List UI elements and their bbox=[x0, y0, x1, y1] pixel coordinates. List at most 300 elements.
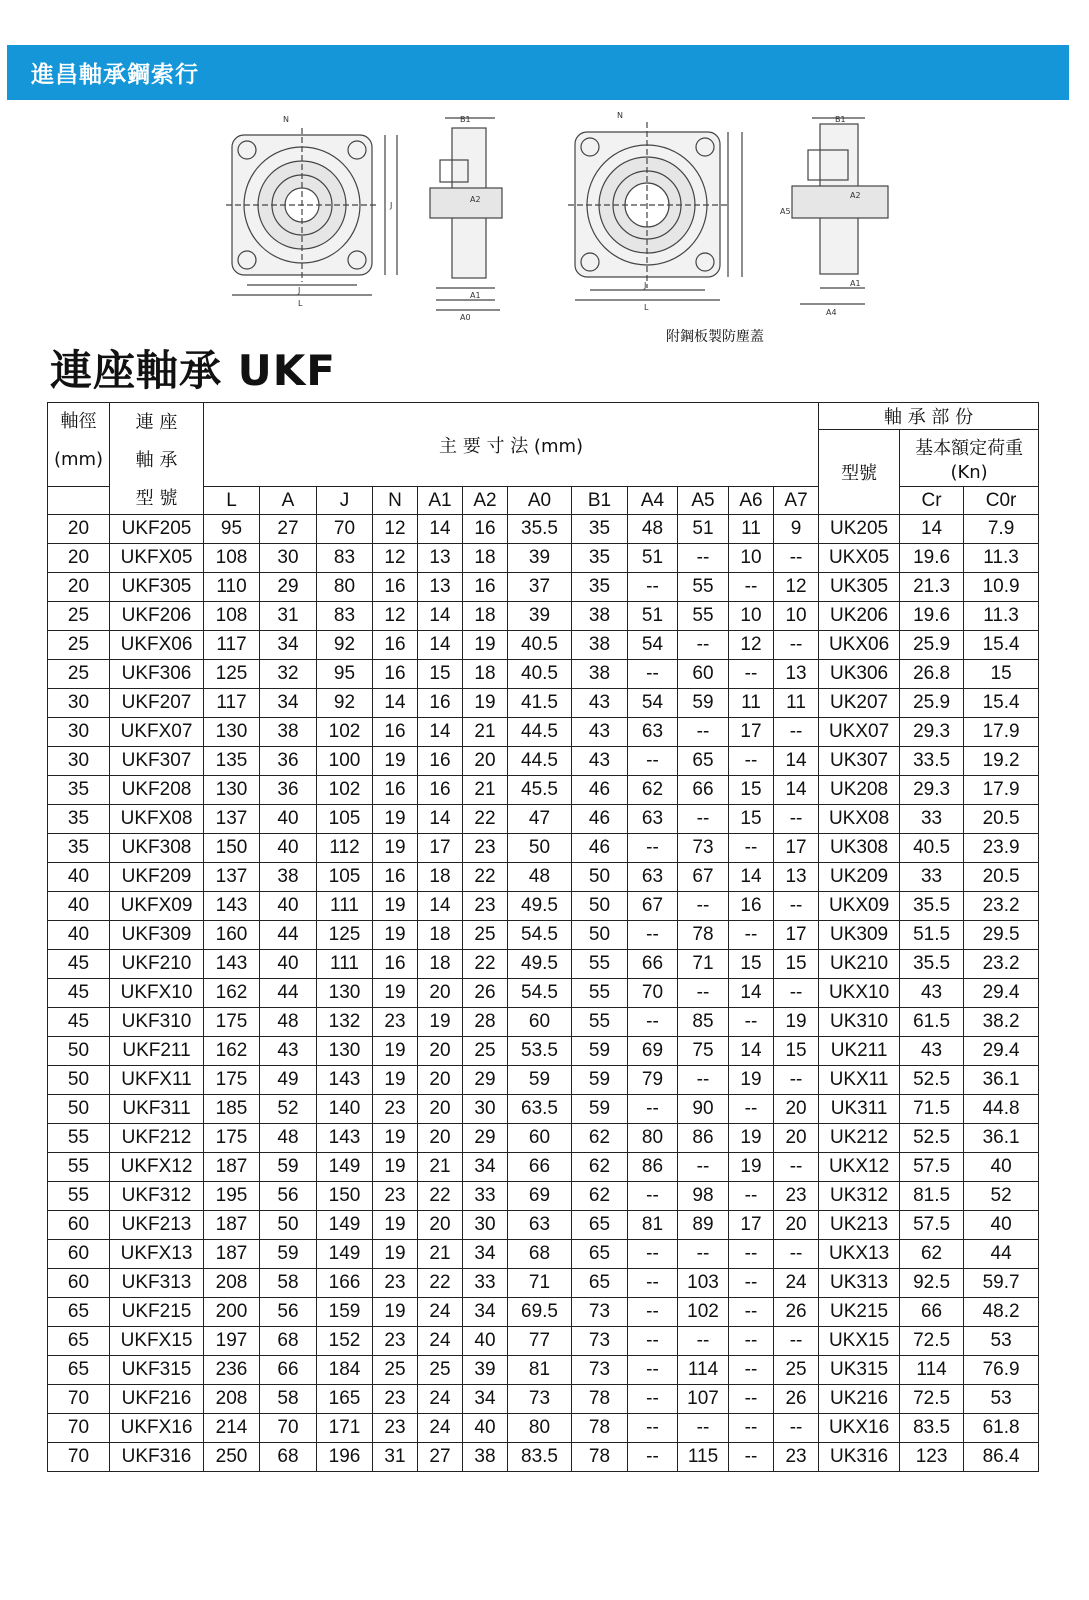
table-cell: -- bbox=[628, 1008, 678, 1037]
col-a5: A5 bbox=[678, 487, 729, 515]
table-cell: 48 bbox=[508, 863, 572, 892]
table-cell: UKX11 bbox=[819, 1066, 900, 1095]
table-cell: 26.8 bbox=[900, 660, 964, 689]
table-cell: 143 bbox=[317, 1124, 373, 1153]
table-cell: 236 bbox=[204, 1356, 260, 1385]
table-cell: 48.2 bbox=[964, 1298, 1039, 1327]
table-cell: 63 bbox=[508, 1211, 572, 1240]
table-cell: 69.5 bbox=[508, 1298, 572, 1327]
table-cell: 10 bbox=[774, 602, 819, 631]
table-cell: UK212 bbox=[819, 1124, 900, 1153]
table-cell: 25 bbox=[463, 1037, 508, 1066]
table-cell: 22 bbox=[418, 1269, 463, 1298]
table-cell: 65 bbox=[678, 747, 729, 776]
table-cell: UKF308 bbox=[110, 834, 204, 863]
table-cell: 34 bbox=[260, 631, 317, 660]
table-cell: 117 bbox=[204, 631, 260, 660]
table-cell: 23 bbox=[774, 1443, 819, 1472]
table-cell: 73 bbox=[508, 1385, 572, 1414]
table-row bbox=[48, 1124, 1039, 1153]
table-cell: -- bbox=[774, 718, 819, 747]
table-cell: 36.1 bbox=[964, 1124, 1039, 1153]
table-cell: 20 bbox=[48, 515, 110, 544]
table-cell: UK205 bbox=[819, 515, 900, 544]
table-cell: -- bbox=[729, 660, 774, 689]
header-banner bbox=[7, 45, 1069, 100]
table-cell: 14 bbox=[373, 689, 418, 718]
table-cell: -- bbox=[774, 892, 819, 921]
table-cell: 27 bbox=[418, 1443, 463, 1472]
table-cell: 80 bbox=[628, 1124, 678, 1153]
table-cell: 49 bbox=[260, 1066, 317, 1095]
table-cell: 214 bbox=[204, 1414, 260, 1443]
table-cell: 73 bbox=[572, 1356, 628, 1385]
table-cell: 55 bbox=[48, 1182, 110, 1211]
table-cell: 12 bbox=[373, 544, 418, 573]
table-cell: UKF305 bbox=[110, 573, 204, 602]
table-cell: 62 bbox=[572, 1124, 628, 1153]
table-cell: 12 bbox=[774, 573, 819, 602]
table-cell: 30 bbox=[48, 689, 110, 718]
table-cell: 50 bbox=[260, 1211, 317, 1240]
table-cell: 15 bbox=[418, 660, 463, 689]
table-cell: UKF206 bbox=[110, 602, 204, 631]
table-cell: 114 bbox=[678, 1356, 729, 1385]
table-cell: 66 bbox=[900, 1298, 964, 1327]
table-cell: 73 bbox=[572, 1327, 628, 1356]
table-cell: 23 bbox=[463, 834, 508, 863]
table-cell: -- bbox=[729, 921, 774, 950]
table-row bbox=[48, 1356, 1039, 1385]
table-cell: 19 bbox=[373, 892, 418, 921]
table-cell: 43 bbox=[572, 689, 628, 718]
table-cell: 175 bbox=[204, 1124, 260, 1153]
table-cell: 40 bbox=[260, 834, 317, 863]
table-cell: 54.5 bbox=[508, 921, 572, 950]
table-cell: 160 bbox=[204, 921, 260, 950]
table-cell: 48 bbox=[628, 515, 678, 544]
table-cell: 50 bbox=[572, 921, 628, 950]
table-cell: 36 bbox=[260, 776, 317, 805]
table-cell: 19 bbox=[373, 1124, 418, 1153]
table-cell: 59.7 bbox=[964, 1269, 1039, 1298]
table-cell: -- bbox=[774, 544, 819, 573]
page-title: 連座軸承 UKF bbox=[50, 346, 336, 395]
table-row bbox=[48, 979, 1039, 1008]
table-cell: 22 bbox=[463, 863, 508, 892]
table-cell: 38 bbox=[572, 660, 628, 689]
table-cell: 112 bbox=[317, 834, 373, 863]
table-cell: 21 bbox=[418, 1153, 463, 1182]
table-cell: 52.5 bbox=[900, 1066, 964, 1095]
table-cell: 70 bbox=[317, 515, 373, 544]
table-row bbox=[48, 805, 1039, 834]
table-cell: UKFX08 bbox=[110, 805, 204, 834]
table-cell: 39 bbox=[463, 1356, 508, 1385]
table-cell: 15.4 bbox=[964, 689, 1039, 718]
table-cell: 23 bbox=[373, 1414, 418, 1443]
table-cell: 35 bbox=[572, 544, 628, 573]
table-cell: 36.1 bbox=[964, 1066, 1039, 1095]
table-cell: 111 bbox=[317, 950, 373, 979]
table-cell: 20 bbox=[774, 1095, 819, 1124]
table-cell: 45.5 bbox=[508, 776, 572, 805]
table-cell: 19 bbox=[774, 1008, 819, 1037]
table-cell: -- bbox=[729, 834, 774, 863]
table-cell: 40 bbox=[260, 950, 317, 979]
table-cell: 150 bbox=[204, 834, 260, 863]
table-cell: 14 bbox=[774, 776, 819, 805]
table-cell: 19 bbox=[373, 1211, 418, 1240]
table-cell: 53.5 bbox=[508, 1037, 572, 1066]
table-cell: 53 bbox=[964, 1385, 1039, 1414]
table-cell: 12 bbox=[373, 602, 418, 631]
table-cell: 38.2 bbox=[964, 1008, 1039, 1037]
table-cell: 19 bbox=[373, 921, 418, 950]
table-cell: 81 bbox=[628, 1211, 678, 1240]
table-cell: 92 bbox=[317, 689, 373, 718]
table-cell: 81 bbox=[508, 1356, 572, 1385]
table-cell: 85 bbox=[678, 1008, 729, 1037]
table-cell: 16 bbox=[463, 515, 508, 544]
table-cell: 105 bbox=[317, 805, 373, 834]
table-cell: 20.5 bbox=[964, 863, 1039, 892]
table-cell: 187 bbox=[204, 1153, 260, 1182]
label-a1-2: A1 bbox=[850, 279, 861, 288]
table-cell: UKFX05 bbox=[110, 544, 204, 573]
table-cell: -- bbox=[628, 1414, 678, 1443]
table-cell: 60 bbox=[508, 1124, 572, 1153]
table-cell: 86.4 bbox=[964, 1443, 1039, 1472]
col-a: A bbox=[260, 487, 317, 515]
table-cell: -- bbox=[774, 979, 819, 1008]
table-cell: 19.6 bbox=[900, 544, 964, 573]
table-cell: 197 bbox=[204, 1327, 260, 1356]
table-cell: 114 bbox=[900, 1356, 964, 1385]
table-cell: 26 bbox=[774, 1385, 819, 1414]
table-cell: 54 bbox=[628, 689, 678, 718]
table-cell: 19 bbox=[373, 834, 418, 863]
table-cell: 19 bbox=[418, 1008, 463, 1037]
table-cell: 149 bbox=[317, 1211, 373, 1240]
label-n-2: N bbox=[617, 111, 623, 120]
table-cell: 63 bbox=[628, 718, 678, 747]
table-row bbox=[48, 1153, 1039, 1182]
table-cell: 95 bbox=[317, 660, 373, 689]
table-cell: 35 bbox=[48, 805, 110, 834]
table-cell: 16 bbox=[463, 573, 508, 602]
table-cell: 49.5 bbox=[508, 892, 572, 921]
table-cell: 130 bbox=[317, 979, 373, 1008]
table-cell: 40 bbox=[463, 1327, 508, 1356]
table-row bbox=[48, 689, 1039, 718]
table-cell: 92 bbox=[317, 631, 373, 660]
table-cell: 17.9 bbox=[964, 718, 1039, 747]
table-cell: 25 bbox=[48, 602, 110, 631]
table-cell: 57.5 bbox=[900, 1211, 964, 1240]
side-view-drawing-2 bbox=[792, 118, 888, 304]
table-cell: -- bbox=[628, 1385, 678, 1414]
table-cell: 60 bbox=[48, 1211, 110, 1240]
table-cell: 19 bbox=[373, 805, 418, 834]
table-cell: UKX05 bbox=[819, 544, 900, 573]
table-cell: 19 bbox=[373, 1240, 418, 1269]
table-row bbox=[48, 1095, 1039, 1124]
col-a2: A2 bbox=[463, 487, 508, 515]
table-cell: 78 bbox=[572, 1385, 628, 1414]
table-cell: 15 bbox=[774, 1037, 819, 1066]
table-row bbox=[48, 863, 1039, 892]
label-l-1: L bbox=[298, 299, 303, 308]
table-cell: 16 bbox=[418, 747, 463, 776]
table-cell: 78 bbox=[572, 1414, 628, 1443]
table-cell: -- bbox=[678, 718, 729, 747]
table-cell: -- bbox=[729, 1327, 774, 1356]
table-cell: 55 bbox=[48, 1124, 110, 1153]
table-cell: -- bbox=[729, 1385, 774, 1414]
table-cell: 108 bbox=[204, 544, 260, 573]
table-cell: 50 bbox=[572, 863, 628, 892]
table-cell: 125 bbox=[204, 660, 260, 689]
label-a4-2: A4 bbox=[826, 308, 837, 317]
table-cell: 56 bbox=[260, 1182, 317, 1211]
table-cell: 38 bbox=[260, 718, 317, 747]
header-housing-no: 連 座 軸 承 型 號 bbox=[110, 403, 204, 515]
table-cell: 25.9 bbox=[900, 631, 964, 660]
table-cell: 19 bbox=[373, 747, 418, 776]
table-row bbox=[48, 1008, 1039, 1037]
table-row bbox=[48, 718, 1039, 747]
table-cell: 63 bbox=[628, 863, 678, 892]
table-cell: UK308 bbox=[819, 834, 900, 863]
table-cell: 79 bbox=[628, 1066, 678, 1095]
table-cell: 20 bbox=[774, 1211, 819, 1240]
table-cell: 66 bbox=[628, 950, 678, 979]
header-shaft-blank bbox=[48, 487, 110, 515]
table-cell: 27 bbox=[260, 515, 317, 544]
table-cell: UKFX06 bbox=[110, 631, 204, 660]
table-cell: 15 bbox=[729, 950, 774, 979]
table-row bbox=[48, 1385, 1039, 1414]
table-row bbox=[48, 1414, 1039, 1443]
table-cell: 83.5 bbox=[900, 1414, 964, 1443]
table-cell: UKF213 bbox=[110, 1211, 204, 1240]
table-cell: 165 bbox=[317, 1385, 373, 1414]
table-cell: 33 bbox=[900, 805, 964, 834]
table-cell: UKFX07 bbox=[110, 718, 204, 747]
table-cell: 17 bbox=[729, 1211, 774, 1240]
table-cell: 50 bbox=[572, 892, 628, 921]
header-bearing-no: 型號 bbox=[819, 430, 900, 515]
table-row bbox=[48, 1443, 1039, 1472]
table-cell: 49.5 bbox=[508, 950, 572, 979]
table-cell: 23.2 bbox=[964, 892, 1039, 921]
table-cell: 43 bbox=[900, 1037, 964, 1066]
table-cell: 14 bbox=[418, 602, 463, 631]
table-cell: 30 bbox=[48, 747, 110, 776]
table-cell: 62 bbox=[572, 1153, 628, 1182]
table-cell: 14 bbox=[418, 805, 463, 834]
table-cell: UKF205 bbox=[110, 515, 204, 544]
table-cell: 175 bbox=[204, 1066, 260, 1095]
table-cell: UK206 bbox=[819, 602, 900, 631]
table-cell: -- bbox=[678, 1414, 729, 1443]
table-cell: 60 bbox=[48, 1269, 110, 1298]
label-a2-2: A2 bbox=[850, 191, 861, 200]
table-cell: UKFX16 bbox=[110, 1414, 204, 1443]
company-name: 進昌軸承鋼索行 bbox=[31, 62, 199, 88]
table-cell: 72.5 bbox=[900, 1385, 964, 1414]
table-cell: 166 bbox=[317, 1269, 373, 1298]
table-cell: 16 bbox=[373, 573, 418, 602]
table-cell: UK207 bbox=[819, 689, 900, 718]
table-cell: UK315 bbox=[819, 1356, 900, 1385]
table-cell: 16 bbox=[373, 660, 418, 689]
table-cell: 19 bbox=[729, 1066, 774, 1095]
table-cell: 26 bbox=[463, 979, 508, 1008]
table-cell: 58 bbox=[260, 1385, 317, 1414]
table-cell: 19 bbox=[463, 689, 508, 718]
table-cell: UKX09 bbox=[819, 892, 900, 921]
table-cell: 26 bbox=[774, 1298, 819, 1327]
table-cell: 102 bbox=[678, 1298, 729, 1327]
table-cell: 52 bbox=[964, 1182, 1039, 1211]
table-cell: 24 bbox=[418, 1385, 463, 1414]
table-cell: UKF307 bbox=[110, 747, 204, 776]
table-cell: 14 bbox=[418, 892, 463, 921]
table-row bbox=[48, 1327, 1039, 1356]
table-cell: 40 bbox=[260, 892, 317, 921]
table-cell: 86 bbox=[678, 1124, 729, 1153]
table-cell: 90 bbox=[678, 1095, 729, 1124]
table-cell: 21 bbox=[418, 1240, 463, 1269]
table-cell: 102 bbox=[317, 718, 373, 747]
table-cell: UKX10 bbox=[819, 979, 900, 1008]
table-cell: -- bbox=[774, 1153, 819, 1182]
table-cell: 17 bbox=[418, 834, 463, 863]
table-cell: 38 bbox=[463, 1443, 508, 1472]
label-n-1: N bbox=[283, 115, 289, 124]
table-cell: UKF215 bbox=[110, 1298, 204, 1327]
table-cell: 10 bbox=[729, 602, 774, 631]
table-cell: 68 bbox=[260, 1327, 317, 1356]
table-cell: -- bbox=[628, 1443, 678, 1472]
table-cell: 35.5 bbox=[900, 950, 964, 979]
table-cell: 195 bbox=[204, 1182, 260, 1211]
table-cell: 98 bbox=[678, 1182, 729, 1211]
table-cell: 162 bbox=[204, 979, 260, 1008]
table-cell: 25 bbox=[48, 631, 110, 660]
table-cell: 19 bbox=[373, 1153, 418, 1182]
table-cell: 20 bbox=[418, 1124, 463, 1153]
table-cell: 70 bbox=[628, 979, 678, 1008]
table-cell: 44.8 bbox=[964, 1095, 1039, 1124]
table-cell: -- bbox=[729, 1240, 774, 1269]
table-cell: 125 bbox=[317, 921, 373, 950]
table-cell: UKX15 bbox=[819, 1327, 900, 1356]
header-bearing-part: 軸 承 部 份 bbox=[819, 403, 1039, 430]
table-cell: 20 bbox=[774, 1124, 819, 1153]
col-j: J bbox=[317, 487, 373, 515]
table-cell: 15 bbox=[729, 776, 774, 805]
table-cell: 25 bbox=[48, 660, 110, 689]
table-cell: 9 bbox=[774, 515, 819, 544]
table-cell: 10 bbox=[729, 544, 774, 573]
table-cell: 69 bbox=[508, 1182, 572, 1211]
table-cell: 50 bbox=[508, 834, 572, 863]
table-cell: 22 bbox=[418, 1182, 463, 1211]
table-cell: 43 bbox=[900, 979, 964, 1008]
table-cell: 15.4 bbox=[964, 631, 1039, 660]
table-cell: 40 bbox=[48, 892, 110, 921]
front-view-drawing-2 bbox=[568, 122, 742, 300]
col-l: L bbox=[204, 487, 260, 515]
table-cell: 40.5 bbox=[508, 660, 572, 689]
table-cell: 44 bbox=[260, 979, 317, 1008]
table-cell: -- bbox=[729, 1095, 774, 1124]
table-cell: 29.3 bbox=[900, 718, 964, 747]
col-a4: A4 bbox=[628, 487, 678, 515]
table-cell: UKX12 bbox=[819, 1153, 900, 1182]
table-cell: 11.3 bbox=[964, 602, 1039, 631]
table-row bbox=[48, 515, 1039, 544]
table-cell: 40 bbox=[463, 1414, 508, 1443]
table-cell: 51.5 bbox=[900, 921, 964, 950]
table-cell: 34 bbox=[463, 1385, 508, 1414]
table-cell: -- bbox=[628, 573, 678, 602]
table-cell: 23.9 bbox=[964, 834, 1039, 863]
table-cell: 83 bbox=[317, 602, 373, 631]
table-cell: 33.5 bbox=[900, 747, 964, 776]
table-row bbox=[48, 1066, 1039, 1095]
table-cell: 187 bbox=[204, 1240, 260, 1269]
label-j-1: J bbox=[390, 201, 393, 210]
table-row bbox=[48, 631, 1039, 660]
table-row bbox=[48, 1240, 1039, 1269]
table-cell: 110 bbox=[204, 573, 260, 602]
table-cell: UKFX13 bbox=[110, 1240, 204, 1269]
table-cell: 19 bbox=[373, 1066, 418, 1095]
table-cell: UKF212 bbox=[110, 1124, 204, 1153]
table-cell: 73 bbox=[678, 834, 729, 863]
table-cell: 59 bbox=[572, 1095, 628, 1124]
table-cell: 15 bbox=[729, 805, 774, 834]
table-cell: 108 bbox=[204, 602, 260, 631]
table-cell: -- bbox=[678, 979, 729, 1008]
table-cell: -- bbox=[774, 1066, 819, 1095]
table-cell: 16 bbox=[373, 718, 418, 747]
table-cell: UKF209 bbox=[110, 863, 204, 892]
table-cell: UKX16 bbox=[819, 1414, 900, 1443]
label-b1-1: B1 bbox=[460, 115, 471, 124]
table-cell: UKF315 bbox=[110, 1356, 204, 1385]
table-cell: 143 bbox=[317, 1066, 373, 1095]
table-row bbox=[48, 1182, 1039, 1211]
table-cell: 35.5 bbox=[508, 515, 572, 544]
table-cell: 18 bbox=[463, 602, 508, 631]
table-cell: -- bbox=[774, 1414, 819, 1443]
table-cell: 43 bbox=[572, 747, 628, 776]
table-cell: 66 bbox=[508, 1153, 572, 1182]
table-cell: 30 bbox=[463, 1211, 508, 1240]
table-cell: 45 bbox=[48, 950, 110, 979]
table-cell: 65 bbox=[48, 1327, 110, 1356]
table-cell: 92.5 bbox=[900, 1269, 964, 1298]
table-cell: UKFX09 bbox=[110, 892, 204, 921]
table-cell: 38 bbox=[572, 631, 628, 660]
table-cell: 24 bbox=[418, 1327, 463, 1356]
table-cell: 52.5 bbox=[900, 1124, 964, 1153]
